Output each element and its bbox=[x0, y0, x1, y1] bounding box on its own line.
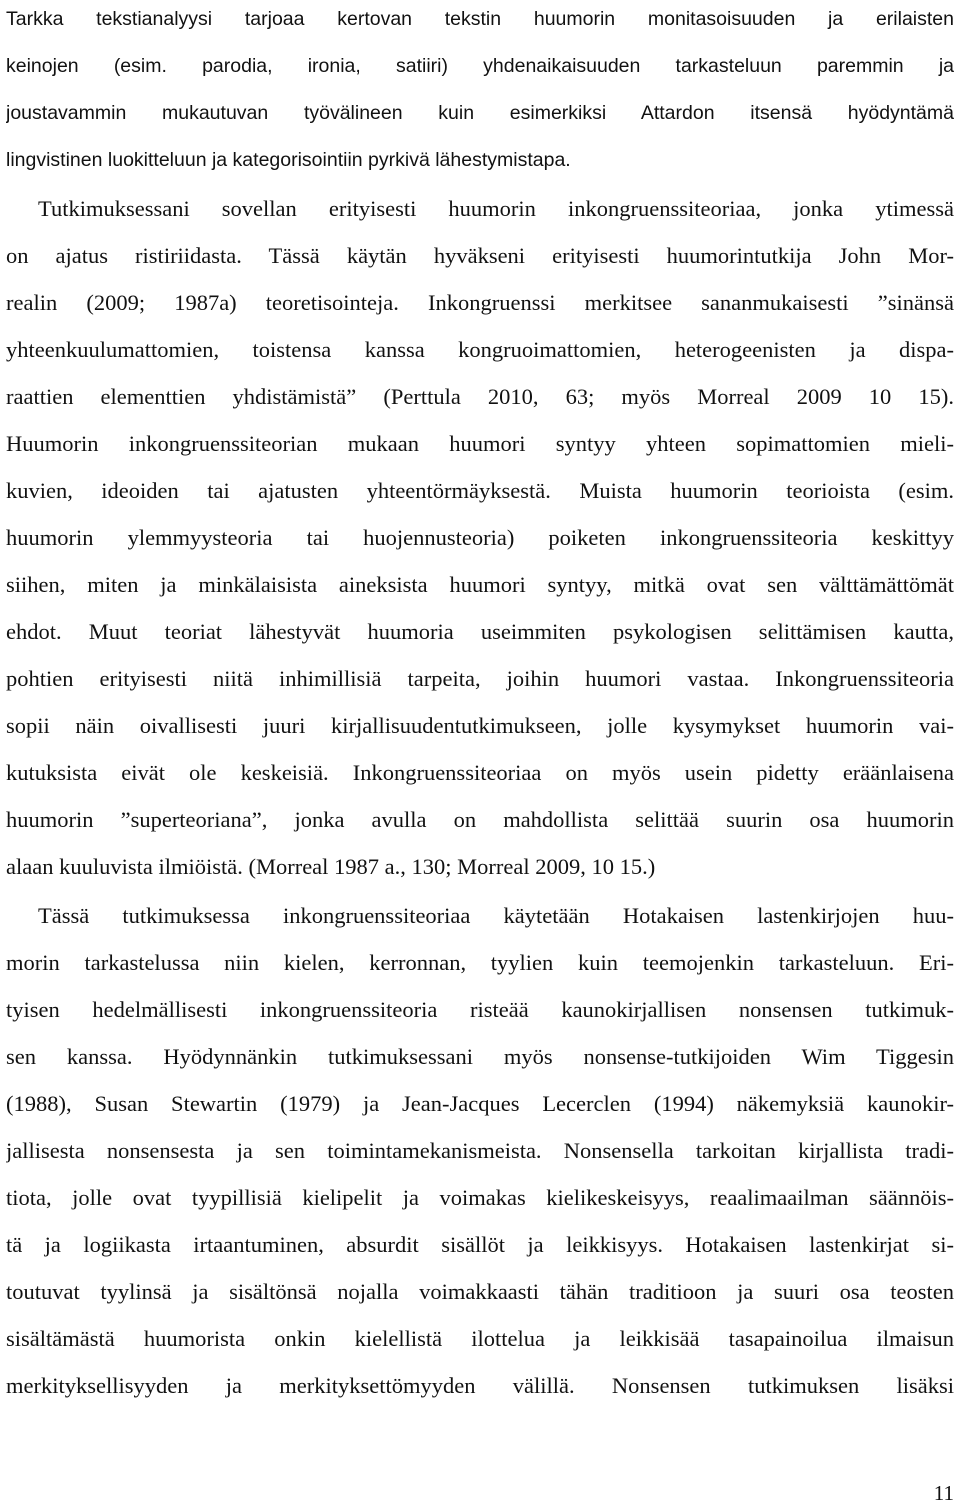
text-line: tyisen hedelmällisesti inkongruenssiteoria risteää kaunokirjallisen nonsensen tutkimuk- bbox=[6, 997, 954, 1022]
text-line: sopii näin oivallisesti juuri kirjallisuudentutkimukseen, jolle kysymykset huumorin vai- bbox=[6, 713, 954, 738]
text-line: raattien elementtien yhdistämistä” (Perttula 2010, 63; myös Morreal 2009 10 15). bbox=[6, 384, 954, 409]
text-line: huumorin ylemmyysteoria tai huojennusteoria) poiketen inkongruenssiteoria keskittyy bbox=[6, 525, 954, 550]
text-line: ehdot. Muut teoriat lähestyvät huumoria useimmiten psykologisen selittämisen kautta, bbox=[6, 619, 954, 644]
text-line: jallisesta nonsensesta ja sen toimintamekanismeista. Nonsensella tarkoitan kirjallista tradi- bbox=[6, 1138, 954, 1163]
text-line: toutuvat tyylinsä ja sisältönsä nojalla voimakkaasti tähän traditioon ja suuri osa teosten bbox=[6, 1279, 954, 1304]
text-line: Huumorin inkongruenssiteorian mukaan huumori syntyy yhteen sopimattomien mieli- bbox=[6, 431, 954, 456]
text-line: tiota, jolle ovat tyypillisiä kielipelit ja voimakas kielikeskeisyys, reaalimaailman säännöis- bbox=[6, 1185, 954, 1210]
text-line: siihen, miten ja minkälaisista aineksista huumori syntyy, mitkä ovat sen välttämättömät bbox=[6, 572, 954, 597]
text-line: huumorin ”superteoriana”, jonka avulla on mahdollista selittää suurin osa huumorin bbox=[6, 807, 954, 832]
text-line: sisältämästä huumorista onkin kielellistä ilottelua ja leikkisää tasapainoilua ilmaisun bbox=[6, 1326, 954, 1351]
text-line: alaan kuuluvista ilmiöistä. (Morreal 1987 a., 130; Morreal 2009, 10 15.) bbox=[6, 854, 656, 879]
text-line: pohtien erityisesti niitä inhimillisiä tarpeita, joihin huumori vastaa. Inkongruenssiteoria bbox=[6, 666, 954, 691]
text-line: yhteenkuulumattomien, toistensa kanssa kongruoimattomien, heterogeenisten ja dispa- bbox=[6, 337, 954, 362]
text-line: Tässä tutkimuksessa inkongruenssiteoriaa käytetään Hotakaisen lastenkirjojen huu- bbox=[38, 903, 954, 928]
text-line: on ajatus ristiriidasta. Tässä käytän hyväkseni erityisesti huumorintutkija John Mor- bbox=[6, 243, 954, 268]
text-line: tä ja logiikasta irtaantuminen, absurdit sisällöt ja leikkisyys. Hotakaisen lastenkirjat si- bbox=[6, 1232, 954, 1257]
page-number: 11 bbox=[933, 1481, 954, 1505]
text-line: (1988), Susan Stewartin (1979) ja Jean-Jacques Lecerclen (1994) näkemyksiä kaunokir- bbox=[6, 1091, 954, 1116]
text-line: kutuksista eivät ole keskeisiä. Inkongruenssiteoriaa on myös usein pidetty eräänlaisena bbox=[6, 760, 954, 785]
text-line: Tutkimuksessani sovellan erityisesti huumorin inkongruenssiteoriaa, jonka ytimessä bbox=[38, 196, 954, 221]
text-line: morin tarkastelussa niin kielen, kerronnan, tyylien kuin teemojenkin tarkasteluun. Eri- bbox=[6, 950, 954, 975]
text-line: joustavammin mukautuvan työvälineen kuin esimerkiksi Attardon itsensä hyödyntämä bbox=[6, 102, 954, 124]
text-line: keinojen (esim. parodia, ironia, satiiri) yhdenaikaisuuden tarkasteluun paremmin ja bbox=[6, 55, 954, 77]
text-line: realin (2009; 1987a) teoretisointeja. Inkongruenssi merkitsee sananmukaisesti ”sinänsä bbox=[6, 290, 954, 315]
text-line: sen kanssa. Hyödynnänkin tutkimuksessani myös nonsense-tutkijoiden Wim Tiggesin bbox=[6, 1044, 954, 1069]
text-line: merkityksellisyyden ja merkityksettömyyden välillä. Nonsensen tutkimuksen lisäksi bbox=[6, 1373, 954, 1398]
text-line: lingvistinen luokitteluun ja kategorisointiin pyrkivä lähestymistapa. bbox=[6, 149, 571, 171]
text-line: Tarkka tekstianalyysi tarjoaa kertovan tekstin huumorin monitasoisuuden ja erilaisten bbox=[6, 8, 954, 30]
text-line: kuvien, ideoiden tai ajatusten yhteentörmäyksestä. Muista huumorin teorioista (esim. bbox=[6, 478, 954, 503]
